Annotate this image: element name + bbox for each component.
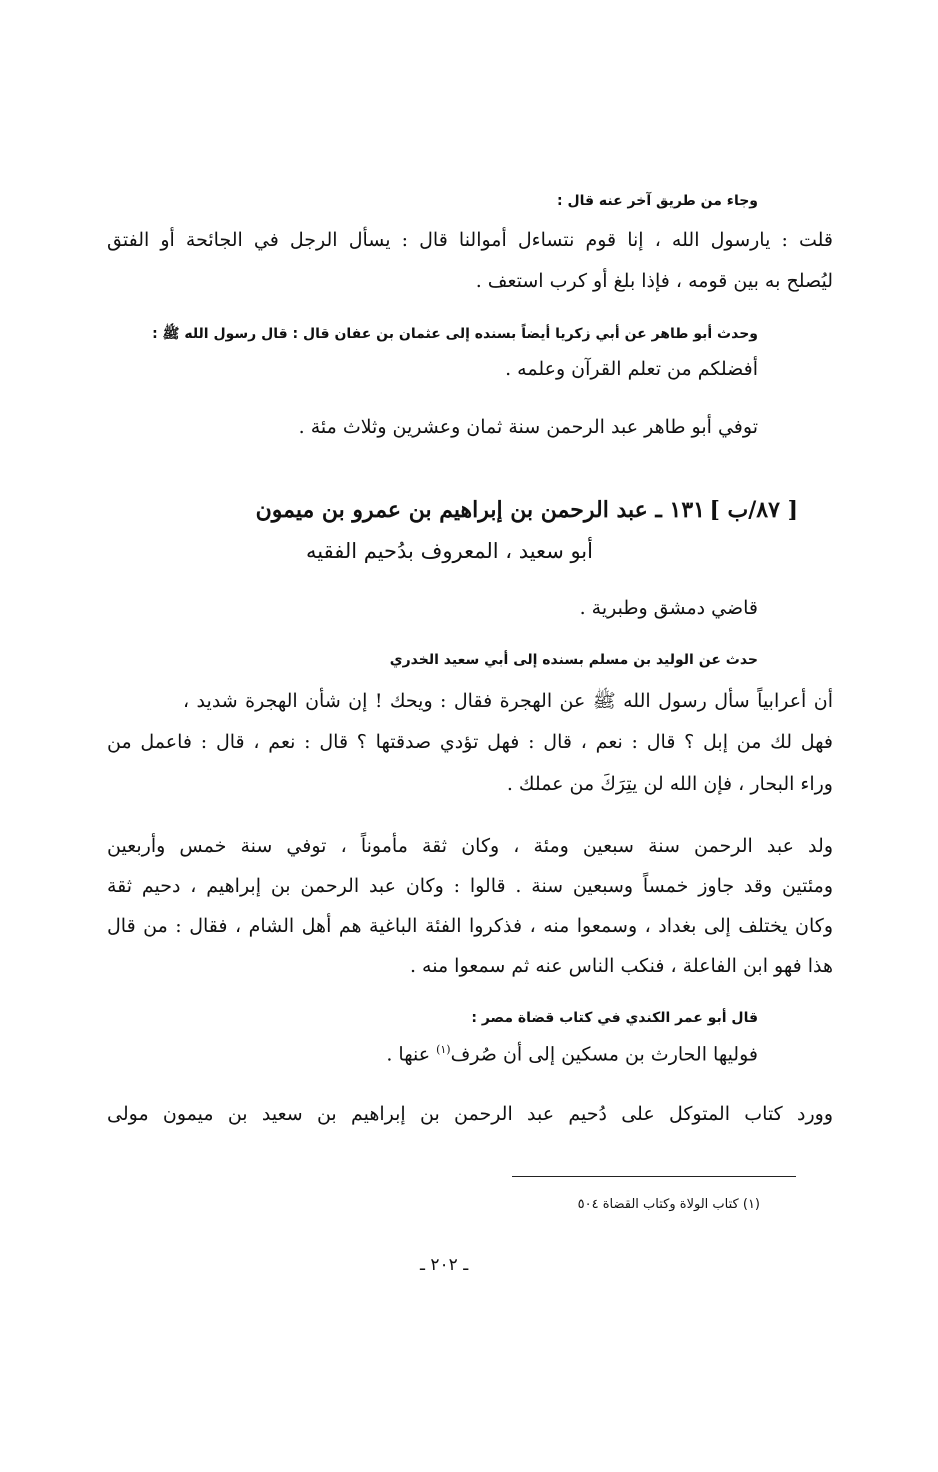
paragraph-line: أفضلكم من تعلم القرآن وعلمه . bbox=[505, 358, 758, 380]
footnote-ref: (١) bbox=[436, 1043, 451, 1056]
page-number: ـ ٢٠٢ ـ bbox=[420, 1255, 469, 1275]
paragraph-line: ومئتين وقد جاوز خمساً وسبعين سنة . قالوا : وكان عبد الرحمن بن إبراهيم ، دحيم ثقة bbox=[107, 875, 833, 897]
footnote: (١) كتاب الولاة وكتاب القضاة ٥٠٤ bbox=[577, 1197, 760, 1212]
paragraph-line bbox=[386, 1043, 758, 1065]
paragraph-line: وورد كتاب المتوكل على دُحيم عبد الرحمن بن إبراهيم بن سعيد بن ميمون مولى bbox=[107, 1103, 833, 1125]
paragraph-line: أن أعرابياً سأل رسول الله ﷺ عن الهجرة فقال : ويحك ! إن شأن الهجرة شديد ، bbox=[183, 690, 833, 712]
footnote-divider bbox=[512, 1176, 796, 1177]
intro-note: وجاء من طريق آخر عنه قال : bbox=[556, 193, 758, 209]
paragraph-line: ولد عبد الرحمن سنة سبعين ومئة ، وكان ثقة مأموناً ، توفي سنة خمس وأربعين bbox=[107, 835, 833, 857]
entry-subheading: أبو سعيد ، المعروف بدُحيم الفقيه bbox=[305, 539, 593, 563]
paragraph-text: فوليها الحارث بن مسكين إلى أن صُرف bbox=[450, 1043, 758, 1066]
paragraph-line: قلت : يارسول الله ، إنا قوم نتساءل أموالنا قال : يسأل الرجل في الجائحة أو الفتق bbox=[107, 229, 833, 251]
paragraph-line: توفي أبو طاهر عبد الرحمن سنة ثمان وعشرين وثلاث مئة . bbox=[298, 416, 758, 438]
paragraph-line: ليُصلح به بين قومه ، فإذا بلغ أو كرب استعف . bbox=[475, 270, 833, 292]
paragraph-line: فهل لك من إبل ؟ قال : نعم ، قال : فهل تؤدي صدقتها ؟ قال : نعم ، قال : فاعمل من bbox=[107, 731, 833, 753]
paragraph-line: وراء البحار ، فإن الله لن يتِرَكَ من عملك . bbox=[506, 773, 833, 795]
isnad-note: حدث عن الوليد بن مسلم بسنده إلى أبي سعيد الخدري bbox=[389, 652, 758, 668]
isnad-note: وحدث أبو طاهر عن أبي زكريا أيضاً بسنده إلى عثمان بن عفان قال : قال رسول الله ﷺ : bbox=[152, 326, 758, 342]
entry-heading: ١٣١ ـ عبد الرحمن بن إبراهيم بن عمرو بن ميمون bbox=[255, 497, 705, 523]
entry-role: قاضي دمشق وطبرية . bbox=[579, 597, 758, 619]
paragraph-line: وكان يختلف إلى بغداد ، وسمعوا منه ، فذكروا الفئة الباغية هم أهل الشام ، فقال : من قال bbox=[107, 915, 833, 937]
source-note: قال أبو عمر الكندي في كتاب قضاة مصر : bbox=[471, 1010, 758, 1026]
paragraph-text: عنها . bbox=[386, 1043, 437, 1066]
paragraph-line: هذا فهو ابن الفاعلة ، فنكب الناس عنه ثم سمعوا منه . bbox=[409, 955, 833, 977]
page-ref-marker: [ ٨٧/ب ] bbox=[709, 497, 798, 523]
